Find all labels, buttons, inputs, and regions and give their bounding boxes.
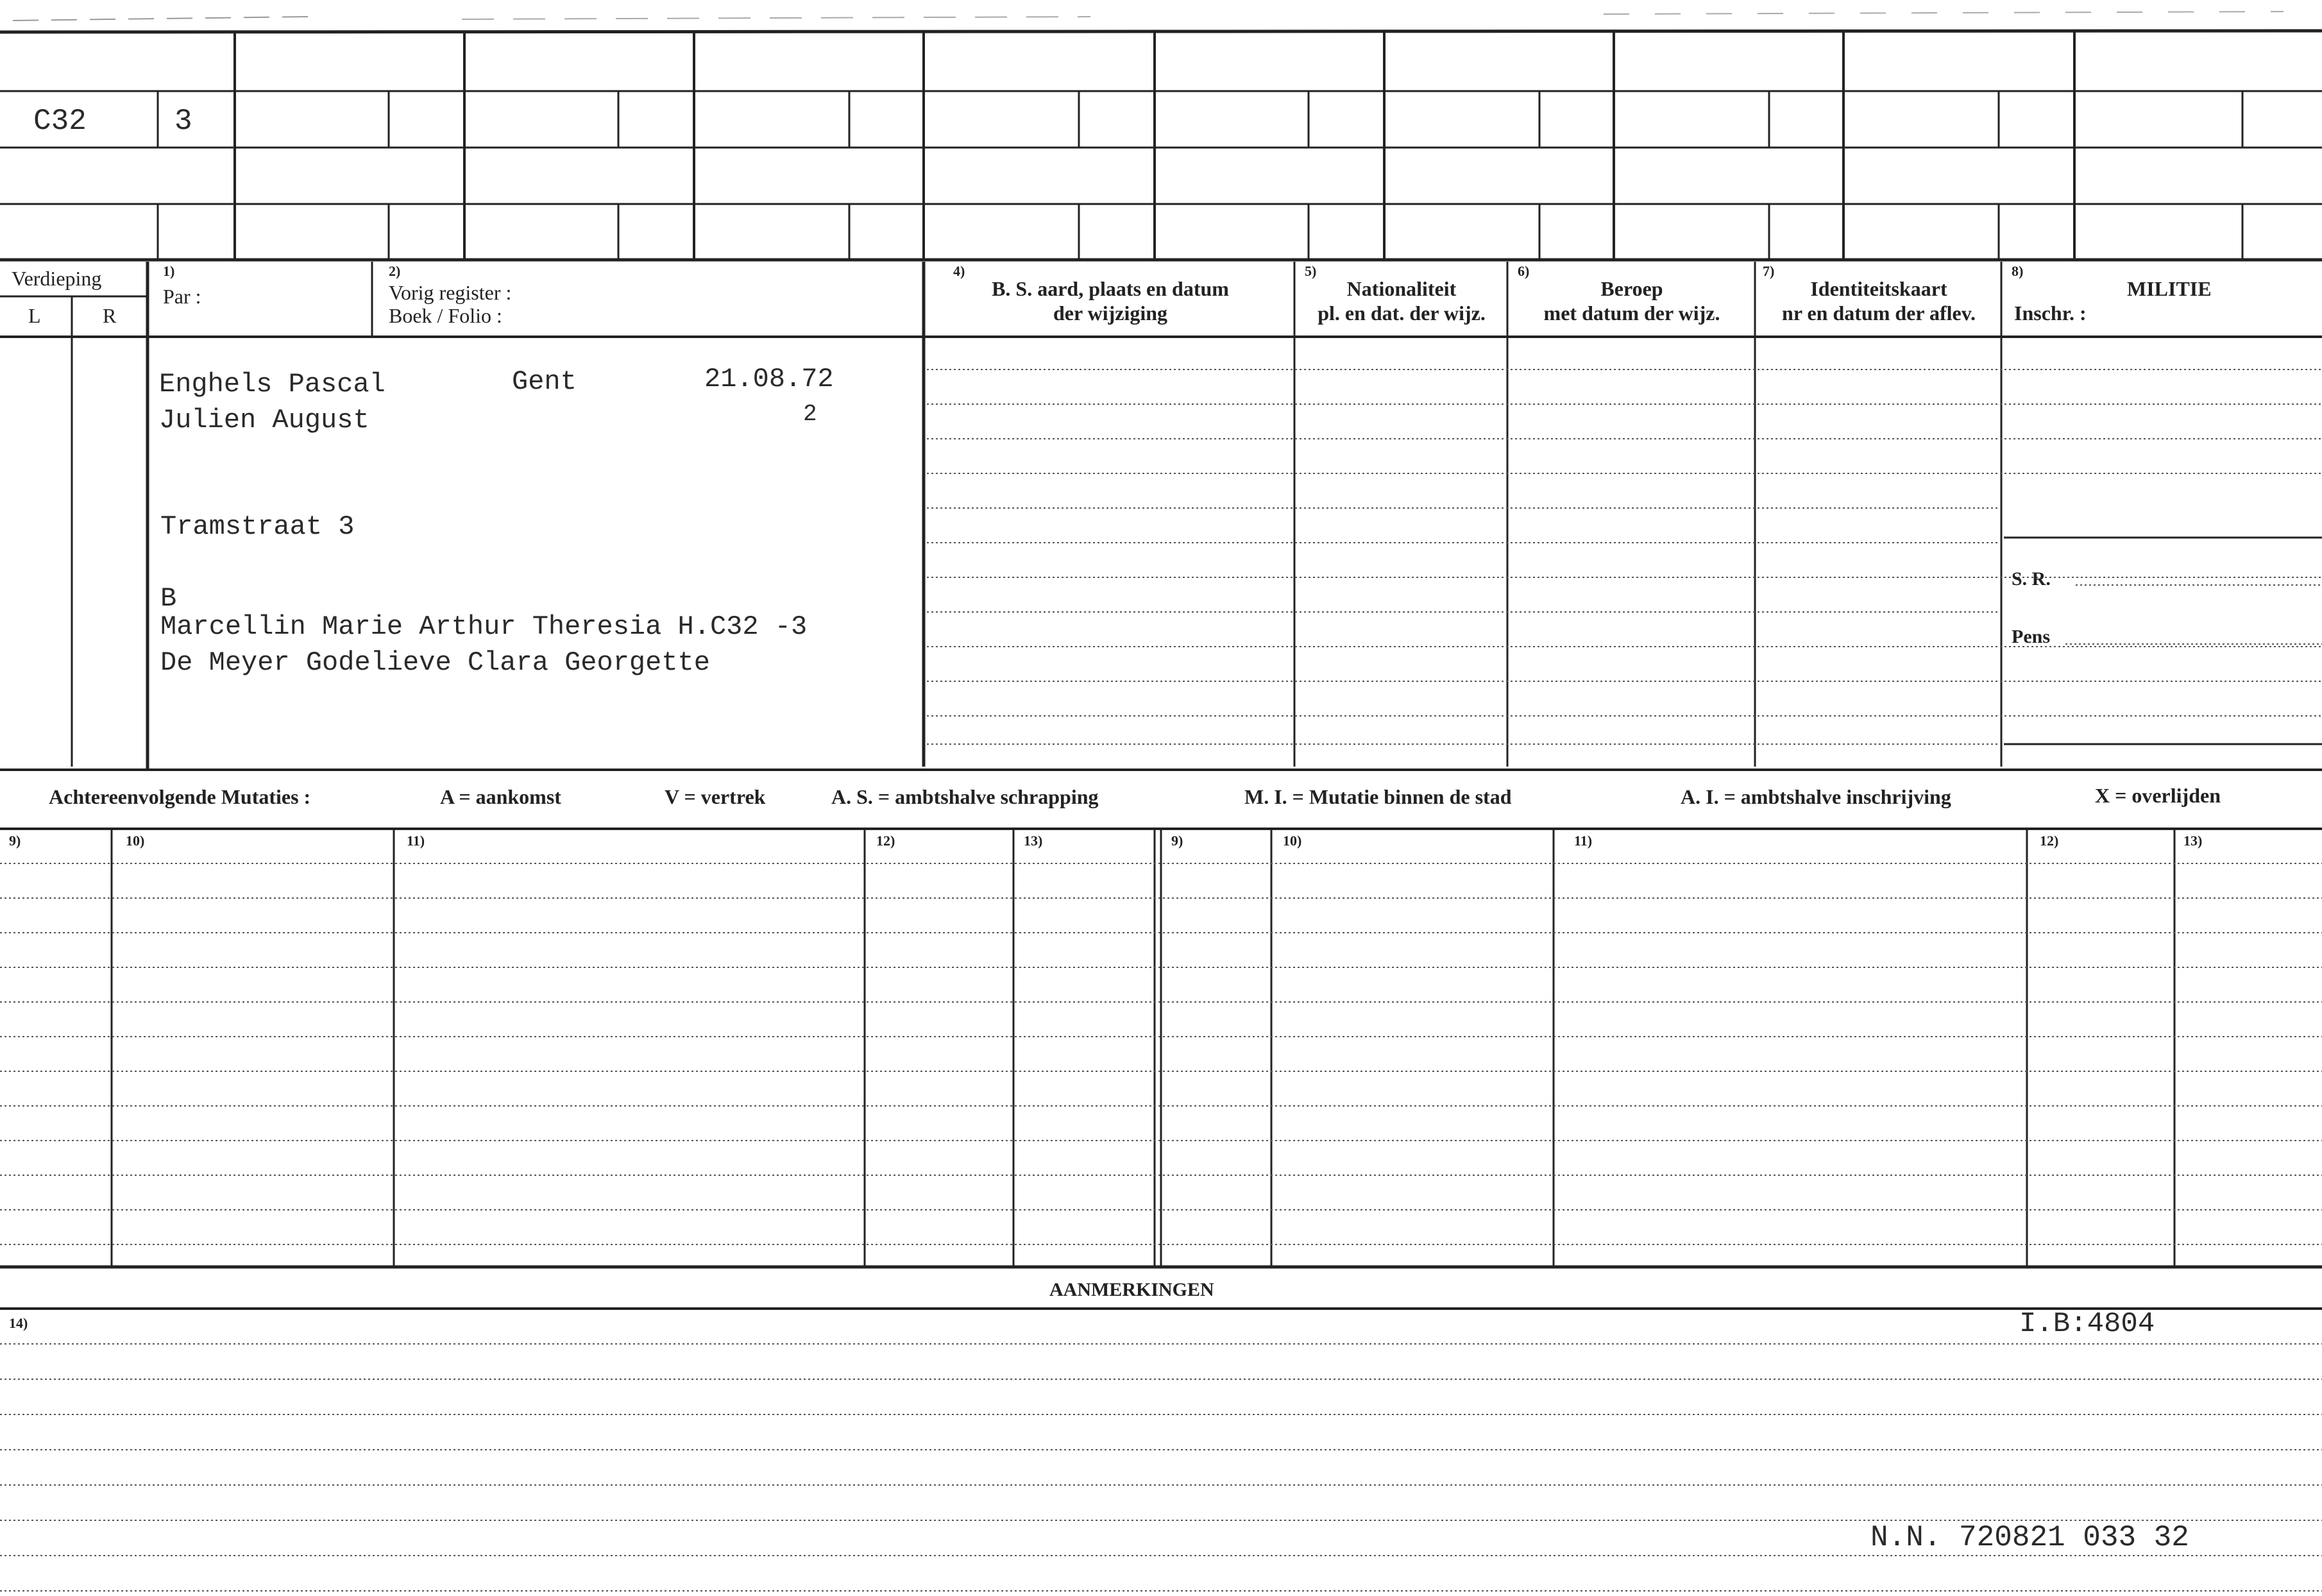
sr-label: S. R. xyxy=(2012,568,2051,590)
col14-number: 14) xyxy=(9,1315,28,1331)
mut-right-col10: 10) xyxy=(1283,833,1302,849)
vorig-register-label: Vorig register : xyxy=(389,281,512,304)
col6-number: 6) xyxy=(1518,263,1530,279)
verdieping-label: Verdieping xyxy=(12,267,102,290)
nationaliteit-line1: Nationaliteit xyxy=(1346,277,1457,300)
inschr-label: Inschr. : xyxy=(2014,301,2087,325)
mut-right-col13: 13) xyxy=(2183,833,2203,849)
bs-header-line1: B. S. aard, plaats en datum xyxy=(992,277,1229,300)
par-label: Par : xyxy=(163,285,201,308)
middle-names: Julien August xyxy=(159,405,369,436)
register-code: C32 xyxy=(33,105,87,138)
ib-reference: I.B:4804 xyxy=(2019,1308,2155,1340)
birthplace: Gent xyxy=(512,366,577,397)
mut-left-col12: 12) xyxy=(876,833,895,849)
mut-left-col9: 9) xyxy=(9,833,21,849)
boek-folio-label: Boek / Folio : xyxy=(389,304,502,327)
legend-overlijden: X = overlijden xyxy=(2095,784,2221,807)
bs-header-line2: der wijziging xyxy=(1053,301,1168,325)
militie-label: MILITIE xyxy=(2127,277,2212,300)
register-number: 3 xyxy=(174,105,192,138)
mut-left-col13: 13) xyxy=(1024,833,1043,849)
father-names: Marcellin Marie Arthur Theresia H.C32 -3 xyxy=(160,611,808,642)
legend-ambtshalve-inschrijving: A. I. = ambtshalve inschrijving xyxy=(1681,785,1951,808)
legend-vertrek: V = vertrek xyxy=(665,785,766,808)
col7-number: 7) xyxy=(1763,263,1775,279)
mutaties-title: Achtereenvolgende Mutaties : xyxy=(49,785,311,808)
aanmerkingen-title: AANMERKINGEN xyxy=(1049,1279,1214,1300)
legend-mutatie-binnen-stad: M. I. = Mutatie binnen de stad xyxy=(1244,785,1512,808)
col8-number: 8) xyxy=(2012,263,2024,279)
mut-left-col11: 11) xyxy=(407,833,425,849)
national-number: N.N. 720821 033 32 xyxy=(1870,1521,2189,1554)
mut-left-col10: 10) xyxy=(126,833,145,849)
legend-ambtshalve-schrapping: A. S. = ambtshalve schrapping xyxy=(831,785,1099,808)
status-code: B xyxy=(160,583,177,614)
col1-number: 1) xyxy=(163,263,175,279)
col4-number: 4) xyxy=(953,263,965,279)
sex-code: 2 xyxy=(803,401,817,427)
birthdate: 21.08.72 xyxy=(704,364,834,395)
col5-number: 5) xyxy=(1305,263,1317,279)
col2-number: 2) xyxy=(389,263,401,279)
identiteitskaart-line1: Identiteitskaart xyxy=(1810,277,1947,300)
col-r-label: R xyxy=(103,304,117,327)
legend-aankomst: A = aankomst xyxy=(440,785,561,808)
beroep-line2: met datum der wijz. xyxy=(1543,301,1720,325)
beroep-line1: Beroep xyxy=(1600,277,1663,300)
mut-right-col11: 11) xyxy=(1574,833,1593,849)
pens-label: Pens xyxy=(2012,626,2050,647)
address: Tramstraat 3 xyxy=(160,511,355,542)
nationaliteit-line2: pl. en dat. der wijz. xyxy=(1318,301,1486,325)
mut-right-col9: 9) xyxy=(1171,833,1183,849)
person-name: Enghels Pascal xyxy=(159,369,386,400)
identiteitskaart-line2: nr en datum der aflev. xyxy=(1782,301,1976,325)
mut-right-col12: 12) xyxy=(2040,833,2059,849)
col-l-label: L xyxy=(28,304,41,327)
mother-names: De Meyer Godelieve Clara Georgette xyxy=(160,647,710,678)
